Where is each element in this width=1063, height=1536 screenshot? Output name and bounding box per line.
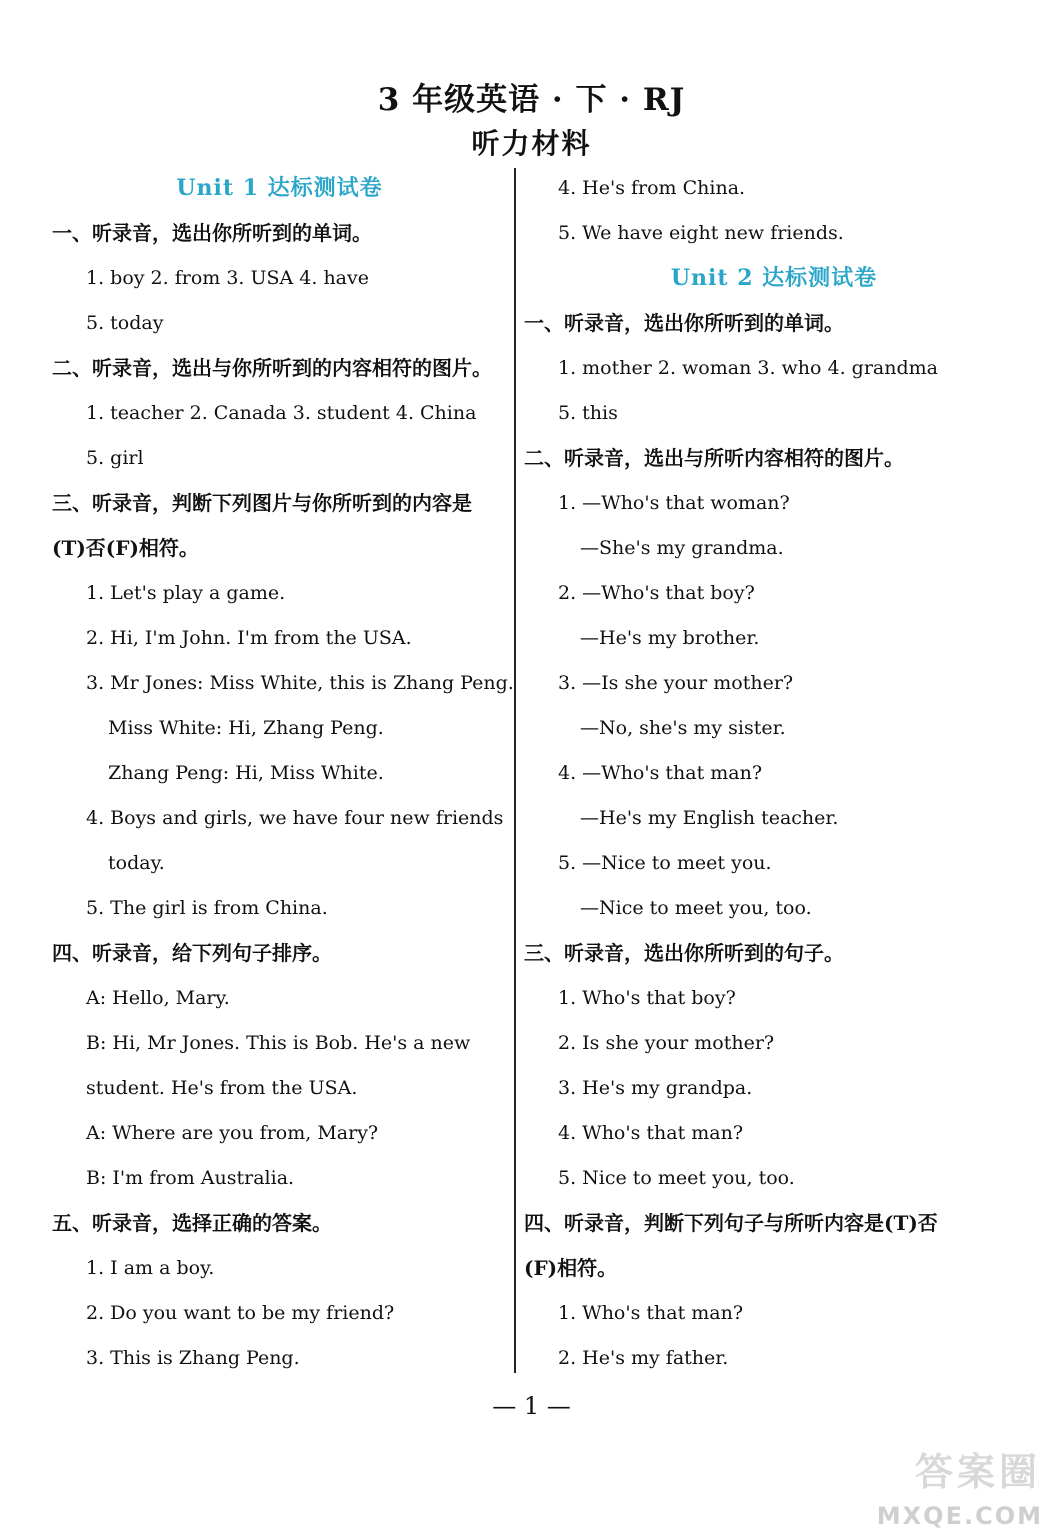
list-item: 5. today	[86, 312, 164, 334]
list-item: 4. He's from China.	[558, 177, 746, 199]
list-item: 5. girl	[86, 447, 144, 469]
list-item: Miss White: Hi, Zhang Peng.	[108, 717, 384, 739]
list-item: 1. I am a boy.	[86, 1257, 215, 1279]
list-item: 2. —Who's that boy?	[558, 582, 755, 604]
list-item: —She's my grandma.	[580, 537, 784, 559]
list-item: 1. teacher 2. Canada 3. student 4. China	[86, 402, 477, 424]
section-heading: 三、听录音，判断下列图片与你所听到的内容是	[52, 491, 472, 515]
list-item: B: I'm from Australia.	[86, 1167, 295, 1189]
list-item: 1. mother 2. woman 3. who 4. grandma	[558, 357, 938, 379]
list-item: B: Hi, Mr Jones. This is Bob. He's a new	[86, 1032, 471, 1054]
list-item: —He's my English teacher.	[580, 807, 839, 829]
list-item: 5. this	[558, 402, 618, 424]
section-heading: 二、听录音，选出与所听内容相符的图片。	[524, 446, 904, 470]
list-item: 5. The girl is from China.	[86, 897, 328, 919]
section-heading: 三、听录音，选出你所听到的句子。	[524, 941, 844, 965]
page-number: — 1 —	[492, 1392, 571, 1420]
list-item: 1. —Who's that woman?	[558, 492, 790, 514]
list-item: 4. Who's that man?	[558, 1122, 744, 1144]
list-item: A: Where are you from, Mary?	[86, 1122, 379, 1144]
list-item: 1. Who's that man?	[558, 1302, 744, 1324]
list-item: 3. He's my grandpa.	[558, 1077, 753, 1099]
list-item: 1. Who's that boy?	[558, 987, 736, 1009]
left-column	[52, 166, 514, 1381]
list-item: 2. Do you want to be my friend?	[86, 1302, 395, 1324]
page-title: 3 年级英语 · 下 · RJ	[377, 82, 686, 118]
section-heading: (F)相符。	[524, 1256, 618, 1280]
list-item: 5. —Nice to meet you.	[558, 852, 772, 874]
list-item: 3. —Is she your mother?	[558, 672, 794, 694]
list-item: 2. Is she your mother?	[558, 1032, 775, 1054]
right-column	[524, 166, 984, 1381]
list-item: —No, she's my sister.	[580, 717, 786, 739]
list-item: 2. He's my father.	[558, 1347, 729, 1369]
list-item: Zhang Peng: Hi, Miss White.	[108, 762, 384, 784]
page-subtitle: 听力材料	[471, 127, 592, 160]
list-item: A: Hello, Mary.	[86, 987, 230, 1009]
list-item: student. He's from the USA.	[86, 1077, 358, 1099]
section-heading: 四、听录音，给下列句子排序。	[52, 941, 332, 965]
section-heading: 五、听录音，选择正确的答案。	[52, 1211, 332, 1235]
section-heading: 二、听录音，选出与你所听到的内容相符的图片。	[52, 356, 492, 380]
list-item: 3. Mr Jones: Miss White, this is Zhang Peng.	[86, 672, 514, 694]
list-item: —Nice to meet you, too.	[580, 897, 812, 919]
list-item: —He's my brother.	[580, 627, 760, 649]
list-item: today.	[108, 852, 165, 874]
section-heading: 一、听录音，选出你所听到的单词。	[52, 221, 372, 245]
section-heading: 四、听录音，判断下列句子与所听内容是(T)否	[524, 1211, 938, 1235]
list-item: 4. Boys and girls, we have four new friends	[86, 807, 504, 829]
column-divider	[514, 168, 516, 1373]
section-heading: 一、听录音，选出你所听到的单词。	[524, 311, 844, 335]
list-item: 4. —Who's that man?	[558, 762, 763, 784]
list-item: 2. Hi, I'm John. I'm from the USA.	[86, 627, 412, 649]
watermark-title: 答案圈	[914, 1449, 1041, 1494]
unit-2-title: Unit 2 达标测试卷	[670, 265, 878, 291]
unit-1-title: Unit 1 达标测试卷	[176, 175, 383, 201]
section-heading: (T)否(F)相符。	[52, 536, 199, 560]
list-item: 1. Let's play a game.	[86, 582, 286, 604]
list-item: 3. This is Zhang Peng.	[86, 1347, 300, 1369]
list-item: 5. Nice to meet you, too.	[558, 1167, 795, 1189]
list-item: 5. We have eight new friends.	[558, 222, 844, 244]
list-item: 1. boy 2. from 3. USA 4. have	[86, 267, 369, 289]
watermark-site: MXQE.COM	[876, 1502, 1043, 1530]
